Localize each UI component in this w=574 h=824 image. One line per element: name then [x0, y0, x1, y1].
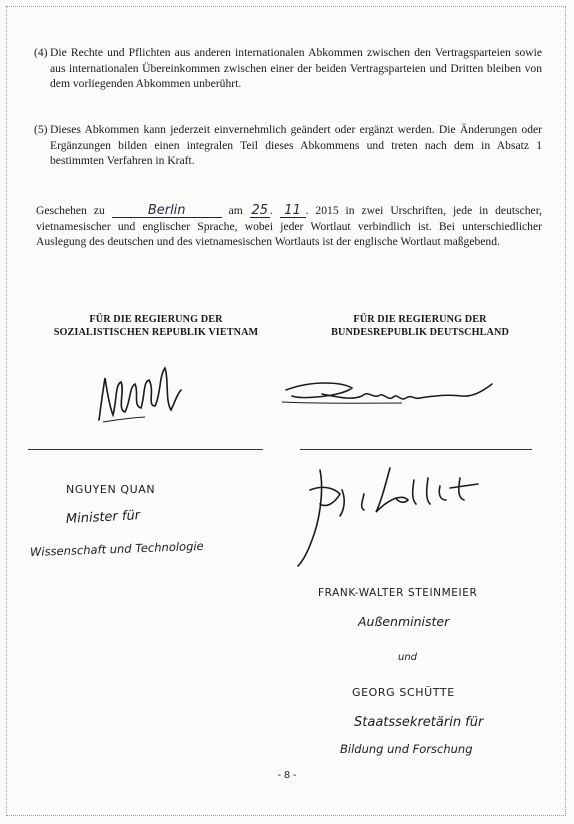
- signatory-title-steinmeier: Außenminister: [358, 614, 450, 629]
- signing-prefix: Geschehen zu: [36, 204, 105, 217]
- signatory-title-left: Minister für: [65, 508, 141, 527]
- party-heading-vietnam: [36, 313, 276, 339]
- signing-clause-text: 2015 in zwei Urschriften, jede in deutscher, vietnamesischer und englischer Sprache, wobei jeder Wortlaut verbindlich ist. Bei unterschiedlicher Auslegung des deutschen und des vietnamesischen Wortlauts ist der englische Wortlaut maßgebend.: [36, 204, 542, 249]
- handwritten-day: 25: [251, 203, 268, 218]
- signature-germany: [282, 370, 502, 420]
- signature-vietnam: [95, 360, 185, 430]
- page-number: - 8 -: [277, 769, 297, 781]
- signatory-title-schuette: Staatssekretärin für: [354, 715, 484, 730]
- signatory-title-schuette: Bildung und Forschung: [340, 742, 473, 756]
- party-heading-germany: [300, 313, 540, 339]
- signatory-name-left: NGUYEN QUAN: [66, 483, 156, 496]
- signature-schuette: [290, 460, 490, 570]
- date-dot: .: [305, 204, 309, 217]
- paragraph-5: [34, 122, 542, 169]
- conjunction-und: und: [398, 652, 418, 663]
- party-line: FÜR DIE REGIERUNG DER: [353, 314, 487, 325]
- party-line: SOZIALISTISCHEN REPUBLIK VIETNAM: [53, 327, 259, 338]
- handwritten-place: Berlin: [112, 204, 222, 218]
- paragraph-4: [34, 45, 542, 92]
- paragraph-number: (5): [34, 123, 48, 136]
- signing-at: am: [228, 204, 243, 217]
- paragraph-text: Die Rechte und Pflichten aus anderen internationalen Abkommen zwischen den Vertragsparteien sowie aus internationalen Übereinkommen zwischen einer der beiden Vertragsparteien und Dritten bleiben von dem vorliegenden Abkommen unberührt.: [50, 46, 542, 91]
- signing-clause: [36, 203, 542, 250]
- handwritten-month: 11: [280, 204, 306, 218]
- signature-line-right: [300, 449, 532, 450]
- signature-line-left: [28, 449, 263, 450]
- party-line: FÜR DIE REGIERUNG DER: [89, 314, 223, 325]
- paragraph-number: (4): [34, 46, 48, 59]
- paragraph-text: Dieses Abkommen kann jederzeit einvernehmlich geändert oder ergänzt werden. Die Änderungen oder Ergänzungen bilden einen integralen Teil dieses Abkommens und treten nach dem in Absatz 1 bestimmten Verfahren in Kraft.: [50, 123, 542, 168]
- party-line: BUNDESREPUBLIK DEUTSCHLAND: [331, 327, 509, 338]
- signatory-name-schuette: GEORG SCHÜTTE: [352, 686, 455, 699]
- signatory-title-left: Wissenschaft und Technologie: [29, 538, 204, 559]
- signatory-name-steinmeier: FRANK-WALTER STEINMEIER: [318, 587, 478, 599]
- date-dot: .: [269, 204, 273, 217]
